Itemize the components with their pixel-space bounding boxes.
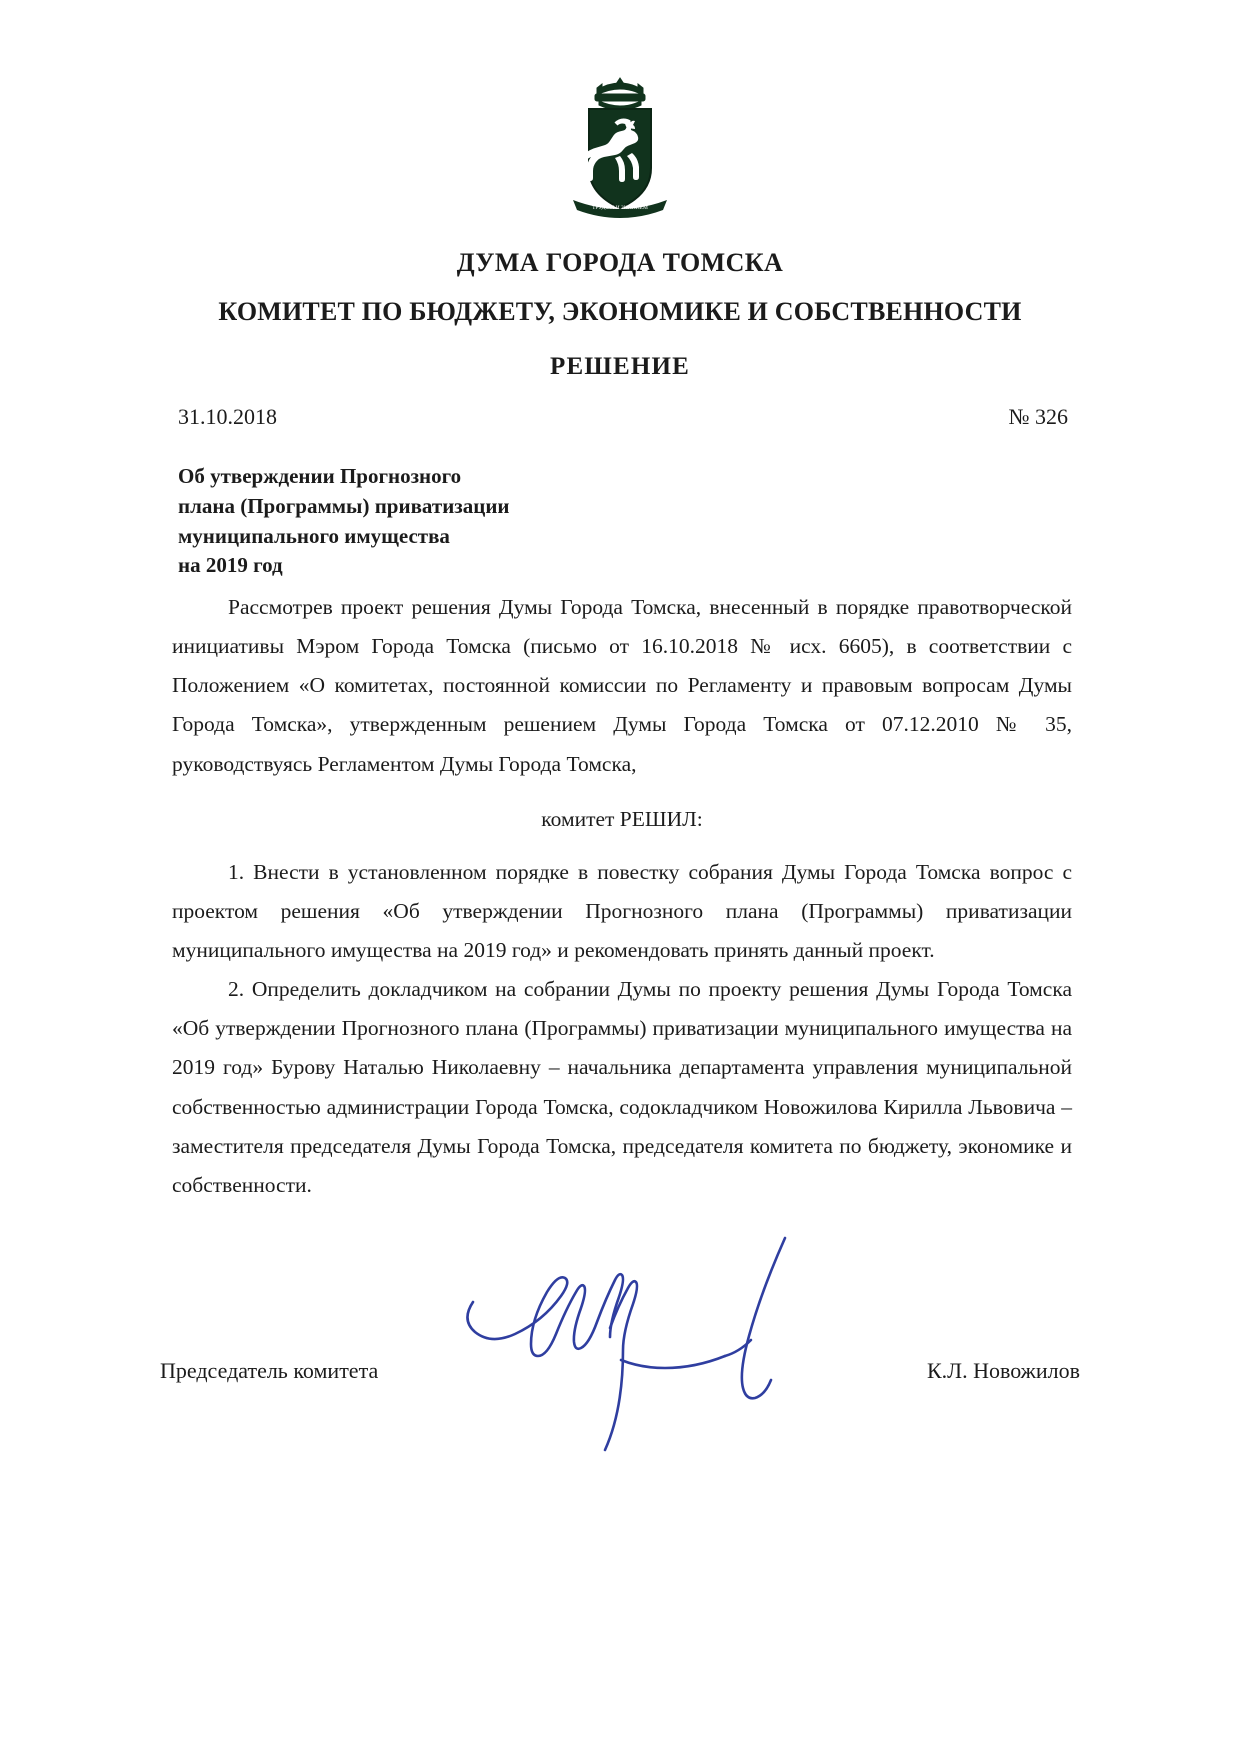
decision-line: комитет РЕШИЛ: [541, 806, 703, 831]
signatory-role: Председатель комитета [160, 1358, 379, 1383]
handwritten-signature [455, 1210, 875, 1470]
document-header [0, 248, 1240, 381]
signatory-name: К.Л. Новожилов [926, 1358, 1080, 1383]
organization-title: ДУМА ГОРОДА ТОМСКА [456, 248, 784, 277]
tomsk-coat-of-arms-icon [555, 72, 685, 232]
subject-line-1: Об утверждении Прогнозного [178, 464, 462, 488]
subject-line-4: на 2019 год [178, 553, 283, 578]
subject-line-3: муниципального имущества [178, 523, 450, 548]
document-subject [178, 462, 568, 581]
emblem-container [0, 72, 1240, 232]
preamble-paragraph: Рассмотрев проект решения Думы Города Томска, внесенный в порядке правотворческой инициативы Мэром Города Томска (письмо от 16.10.2018 № исх. 6605), в соответствии с Положением «О комитетах, постоянной комиссии по Регламенту и правовым вопросам Думы Города Томска», утвержденным решением Думы Города Томска от 07.12.2010 № 35, руководствуясь Регламентом Думы Города Томска, [172, 595, 1072, 776]
committee-title: КОМИТЕТ ПО БЮДЖЕТУ, ЭКОНОМИКЕ И СОБСТВЕННОСТИ [218, 297, 1022, 326]
document-type: РЕШЕНИЕ [549, 353, 691, 380]
svg-text:ТРУДОМ И ЗНАНИЕМ: ТРУДОМ И ЗНАНИЕМ [592, 205, 648, 211]
decision-item-2: 2. Определить докладчиком на собрании Думы по проекту решения Думы Города Томска «Об утверждении Прогнозного плана (Программы) приватизации муниципального имущества на 2019 год» Бурову Наталью Николаевну – начальника департамента управления муниципальной собственностью администрации Города Томска, содокладчиком Новожилова Кирилла Львовича – заместителя председателя Думы Города Томска, председателя комитета по бюджету, экономике и собственности. [172, 977, 1072, 1197]
signature-block [160, 1358, 1080, 1386]
subject-line-2: плана (Программы) приватизации [178, 493, 510, 518]
document-meta [178, 404, 1068, 430]
document-number: № 326 [1008, 404, 1068, 429]
decision-item-1: 1. Внести в установленном порядке в повестку собрания Думы Города Томска вопрос с проектом решения «Об утверждении Прогнозного плана (Программы) приватизации муниципального имущества на 2019 год» и рекомендовать принять данный проект. [172, 859, 1072, 962]
document-date: 31.10.2018 [178, 404, 277, 429]
document-body [172, 588, 1072, 1205]
